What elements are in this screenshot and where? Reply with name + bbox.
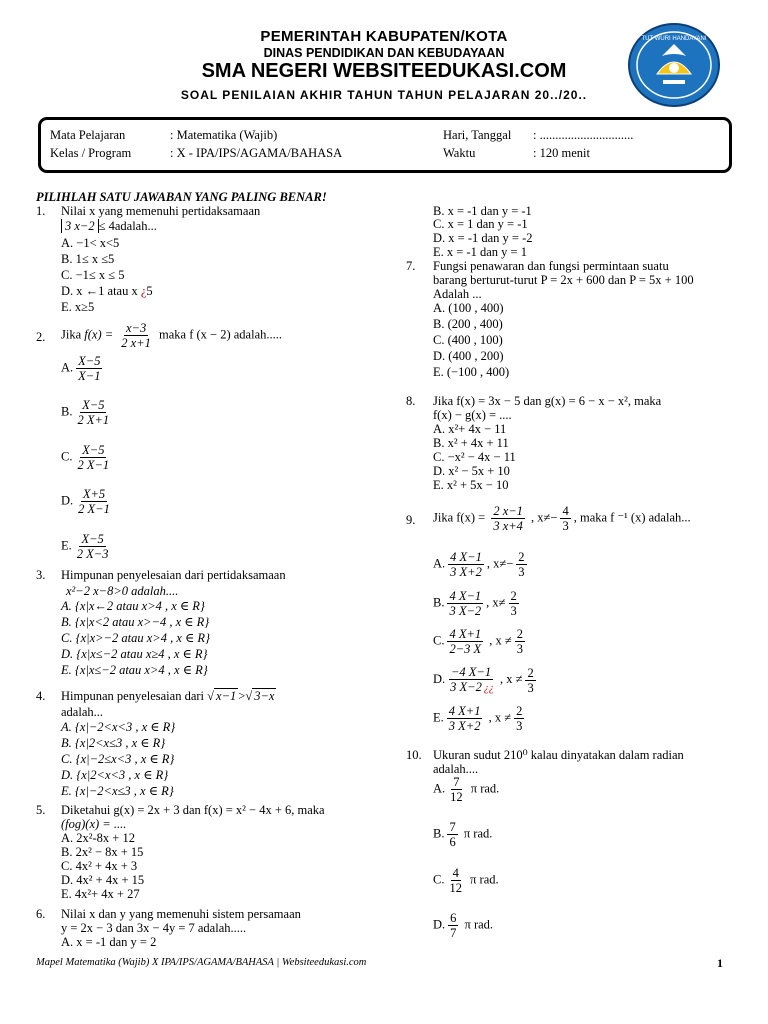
q5-number: 5. <box>36 803 46 817</box>
q9-text: Jika f(x) = $\frac{2 x-1}{3 x+4}$ , x≠− $\frac{4}{3}$ , maka f ⁻¹ (x) adalah... <box>433 504 691 533</box>
q3-option-d[interactable]: D. {x|x≤−2 atau x≥4 , x ∈ R} <box>61 647 208 661</box>
q4-option-c[interactable]: C. {x|−2≤x<3 , x ∈ R} <box>61 752 175 766</box>
class-value: : X - IPA/IPS/AGAMA/BAHASA <box>170 146 343 160</box>
q8-text2: f(x) − g(x) = .... <box>433 408 512 422</box>
q5-option-b[interactable]: B. 2x² − 8x + 15 <box>61 845 144 859</box>
q9-option-d[interactable]: D. $\frac{-4 X-1}{3 X-2 ¿¿}$ , x ≠ $\frac{2}{3}$ <box>433 665 534 695</box>
q3-equation: x²−2 x−8>0 adalah.... <box>66 584 179 598</box>
q4-option-b[interactable]: B. {x|2<x≤3 , x ∈ R} <box>61 736 166 750</box>
fraction: $\frac{X+5}{2 X-1}$ <box>78 487 110 516</box>
q5-option-a[interactable]: A. 2x²-8x + 12 <box>61 831 135 845</box>
q8-option-e[interactable]: E. x² + 5x − 10 <box>433 478 509 492</box>
subject-label: Mata Pelajaran <box>50 128 126 142</box>
q6-option-a[interactable]: A. x = -1 dan y = 2 <box>61 935 157 949</box>
q10-text: Ukuran sudut 210⁰ kalau dinyatakan dalam radian <box>433 748 684 762</box>
q9-option-c[interactable]: C. $\frac{4 X+1}{2-3 X}$ , x ≠ $\frac{2}{3}$ <box>433 627 524 656</box>
q9-option-b[interactable]: B. $\frac{4 X-1}{3 X-2}$ , x≠ $\frac{2}{3}$ <box>433 589 517 618</box>
q3-option-e[interactable]: E. {x|x≤−2 atau x>4 , x ∈ R} <box>61 663 208 677</box>
q5-option-d[interactable]: D. 4x² + 4x + 15 <box>61 873 145 887</box>
fraction: $\frac{X-5}{2 X+1}$ <box>77 398 110 427</box>
school-title: SMA NEGERI WEBSITEEDUKASI.COM <box>201 60 567 82</box>
fraction: $\frac{6}{7}$ <box>450 911 457 940</box>
q8-option-d[interactable]: D. x² − 5x + 10 <box>433 464 510 478</box>
fraction: $\frac{7}{12}$ <box>450 775 463 804</box>
q3-option-b[interactable]: B. {x|x<2 atau x>−4 , x ∈ R} <box>61 615 210 629</box>
q6-text: Nilai x dan y yang memenuhi sistem persamaan <box>61 907 301 921</box>
q5-text2: (fog)(x) = .... <box>61 817 127 831</box>
q6-number: 6. <box>36 907 46 921</box>
q9-option-a[interactable]: A. $\frac{4 X-1}{3 X+2}$ , x≠− $\frac{2}{3}$ <box>433 550 525 579</box>
q1-option-c[interactable]: C. −1≤ x ≤ 5 <box>61 268 125 282</box>
time-label: Waktu <box>443 146 476 160</box>
fraction: $\frac{X-5}{X-1}$ <box>78 354 101 383</box>
q10-option-d[interactable]: D. $\frac{6}{7}$ π rad. <box>433 911 494 940</box>
q2-option-b[interactable]: B. $\frac{X-5}{2 X+1}$ <box>61 398 110 427</box>
q4-number: 4. <box>36 689 46 703</box>
q10-option-c[interactable]: C. $\frac{4}{12}$ π rad. <box>433 866 499 895</box>
q10-number: 10. <box>406 748 422 762</box>
fraction: $\frac{4 X-1}{3 X-2}$ <box>449 589 482 618</box>
fraction: $\frac{2}{3}$ <box>510 589 517 618</box>
q7-option-d[interactable]: D. (400 , 200) <box>433 349 504 363</box>
q7-text: Fungsi penawaran dan fungsi permintaan suatu <box>433 259 669 273</box>
fraction: $\frac{-4 X-1}{3 X-2 ¿¿}$ <box>450 665 494 694</box>
q8-option-c[interactable]: C. −x² − 4x − 11 <box>433 450 516 464</box>
fraction: $\frac{2}{3}$ <box>516 627 524 656</box>
page-footer: Mapel Matematika (Wajib) X IPA/IPS/AGAMA/BAHASA | Websiteedukasi.com <box>36 957 367 968</box>
exam-title: SOAL PENILAIAN AKHIR TAHUN TAHUN PELAJARAN 20../20.. <box>180 88 588 102</box>
gov-title: PEMERINTAH KABUPATEN/KOTA <box>260 28 508 45</box>
q1-number: 1. <box>36 204 46 218</box>
fraction: $\frac{4 X+1}{2-3 X}$ <box>449 627 482 656</box>
q5-option-e[interactable]: E. 4x²+ 4x + 27 <box>61 887 140 901</box>
fraction: $\frac{2}{3}$ <box>518 550 525 579</box>
q6-option-c[interactable]: C. x = 1 dan y = -1 <box>433 217 528 231</box>
tut-wuri-handayani-logo <box>627 22 721 108</box>
logo-text: TUT WURI HANDAYANI <box>641 36 707 42</box>
q2-number: 2. <box>36 330 46 344</box>
q1-option-b[interactable]: B. 1≤ x ≤5 <box>61 252 115 266</box>
class-label: Kelas / Program <box>50 146 132 160</box>
q6-option-d[interactable]: D. x = -1 dan y = -2 <box>433 231 533 245</box>
q7-text3: Adalah ... <box>433 287 482 301</box>
q7-text2: barang berturut-turut P = 2x + 600 dan P = 5x + 100 <box>433 273 694 287</box>
q4-text2: adalah... <box>61 705 103 719</box>
q10-text2: adalah.... <box>433 762 479 776</box>
q7-option-a[interactable]: A. (100 , 400) <box>433 301 504 315</box>
fraction: $\frac{X-5}{2 X-3}$ <box>76 532 109 561</box>
q8-number: 8. <box>406 394 416 408</box>
q2-option-e[interactable]: E. $\frac{X-5}{2 X-3}$ <box>61 532 109 561</box>
q8-text: Jika f(x) = 3x − 5 dan g(x) = 6 − x − x², maka <box>433 394 662 408</box>
fraction: $\frac{2}{3}$ <box>516 704 523 733</box>
q1-option-d[interactable]: D. x ←1 atau x ¿5 <box>61 284 153 298</box>
q3-option-c[interactable]: C. {x|x>−2 atau x>4 , x ∈ R} <box>61 631 211 645</box>
q3-option-a[interactable]: A. {x|x←2 atau x>4 , x ∈ R} <box>61 599 205 613</box>
dept-title: DINAS PENDIDIKAN DAN KEBUDAYAAN <box>263 46 505 60</box>
q2-option-d[interactable]: D. $\frac{X+5}{2 X-1}$ <box>61 487 110 516</box>
q1-option-e[interactable]: E. x≥5 <box>61 300 95 314</box>
q1-text: Nilai x yang memenuhi pertidaksamaan <box>61 204 261 218</box>
q8-option-a[interactable]: A. x²+ 4x − 11 <box>433 422 507 436</box>
q7-option-e[interactable]: E. (−100 , 400) <box>433 365 510 379</box>
exam-info-box <box>38 117 732 173</box>
q2-text: Jika f(x) = $\frac{x-3}{2 x+1}$ maka f (x − 2) adalah..... <box>61 321 283 350</box>
q7-number: 7. <box>406 259 416 273</box>
q4-option-e[interactable]: E. {x|−2<x≤3 , x ∈ R} <box>61 784 174 798</box>
q1-abs: 3 x−2 <box>61 219 99 233</box>
q4-option-a[interactable]: A. {x|−2<x<3 , x ∈ R} <box>61 720 176 734</box>
q2-option-c[interactable]: C. $\frac{X-5}{2 X-1}$ <box>61 443 110 472</box>
q3-text: Himpunan penyelesaian dari pertidaksamaan <box>61 568 286 582</box>
q9-option-e[interactable]: E. $\frac{4 X+1}{3 X+2}$ , x ≠ $\frac{2}{3}$ <box>433 704 523 733</box>
q7-option-c[interactable]: C. (400 , 100) <box>433 333 503 347</box>
instruction: PILIHLAH SATU JAWABAN YANG PALING BENAR! <box>36 190 327 204</box>
q1-option-a[interactable]: A. −1< x<5 <box>61 236 120 250</box>
fraction: $\frac{4}{12}$ <box>449 866 462 895</box>
q3-number: 3. <box>36 568 46 582</box>
q7-option-b[interactable]: B. (200 , 400) <box>433 317 503 331</box>
q10-option-a[interactable]: A. $\frac{7}{12}$ π rad. <box>433 775 500 804</box>
q5-option-c[interactable]: C. 4x² + 4x + 3 <box>61 859 138 873</box>
q9-number: 9. <box>406 513 416 527</box>
fraction: $\frac{4 X-1}{3 X+2}$ <box>450 550 482 579</box>
subject-value: : Matematika (Wajib) <box>170 128 278 142</box>
date-value: : .............................. <box>533 128 634 142</box>
q2-option-a[interactable]: A. $\frac{X-5}{X-1}$ <box>61 354 101 383</box>
time-value: : 120 menit <box>533 146 590 160</box>
fraction: $\frac{2}{3}$ <box>527 665 534 695</box>
fraction: $\frac{7}{6}$ <box>449 820 456 849</box>
q4-option-d[interactable]: D. {x|2<x<3 , x ∈ R} <box>61 768 169 782</box>
q5-text: Diketahui g(x) = 2x + 3 dan f(x) = x² − 4x + 6, maka <box>61 803 325 817</box>
fraction: $\frac{X-5}{2 X-1}$ <box>77 443 110 472</box>
date-label: Hari, Tanggal <box>443 128 512 142</box>
q1-inequality: 3 x−2 ≤ 4adalah... <box>61 219 157 233</box>
page-number: 1 <box>717 956 723 970</box>
q6-option-b[interactable]: B. x = -1 dan y = -1 <box>433 204 532 218</box>
q8-option-b[interactable]: B. x² + 4x + 11 <box>433 436 509 450</box>
q6-text2: y = 2x − 3 dan 3x − 4y = 7 adalah..... <box>61 921 247 935</box>
fraction: $\frac{4 X+1}{3 X+2}$ <box>448 704 481 733</box>
q4-text: Himpunan penyelesaian dari √ x−1 >√ 3−x <box>61 689 275 703</box>
q10-option-b[interactable]: B. $\frac{7}{6}$ π rad. <box>433 820 493 849</box>
q6-option-e[interactable]: E. x = -1 dan y = 1 <box>433 245 527 259</box>
